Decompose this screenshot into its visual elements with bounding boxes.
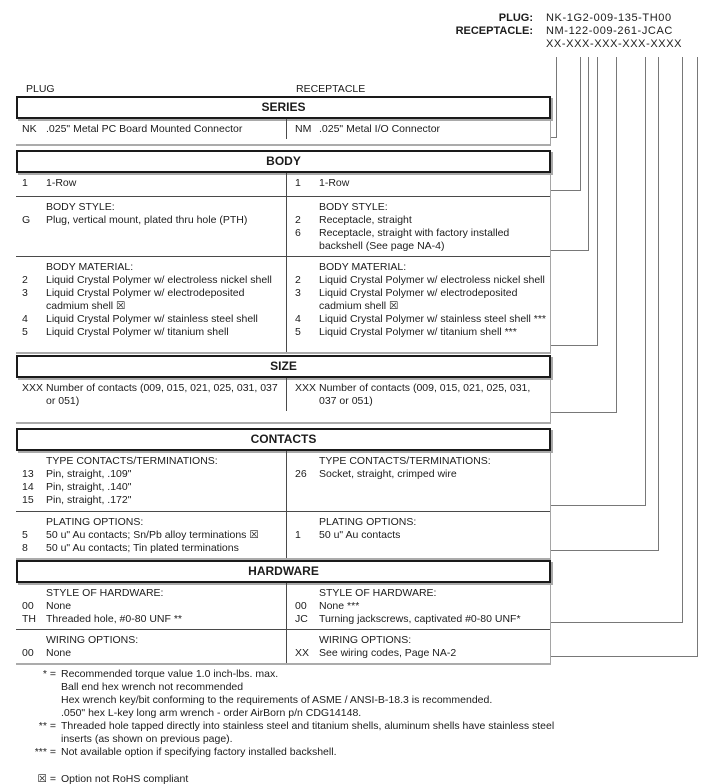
footnote-line: inserts (as shown on previous page).: [61, 733, 233, 745]
body-style-option: [22, 214, 284, 227]
section-contacts: [16, 428, 551, 560]
option-code: 00: [295, 600, 307, 612]
option-code: 8: [22, 542, 28, 554]
hardware-header: HARDWARE: [16, 560, 551, 583]
plating-label: PLATING OPTIONS:: [46, 516, 144, 528]
receptacle-pn-value: NM-122-009-261-JCAC: [546, 25, 673, 37]
option-code: 00: [22, 647, 34, 659]
footnote-text: [61, 668, 710, 720]
body-material-option: [22, 274, 284, 287]
option-code: 3: [22, 287, 28, 299]
option-desc: Receptacle, straight with factory installed backshell (See page NA-4): [319, 227, 510, 252]
series-header: SERIES: [16, 96, 551, 119]
plug-column-label: PLUG: [26, 83, 55, 95]
option-code: XXX: [295, 382, 317, 394]
footnote-line: .050" hex L-key long arm wrench - order AirBorn p/n CDG14148.: [61, 707, 362, 719]
body-material-option: [22, 313, 284, 326]
leader-line-wiring: [550, 57, 698, 657]
contacts-type-option: [22, 481, 284, 494]
option-code: 5: [295, 326, 301, 338]
body-material-option: [295, 274, 548, 287]
option-desc: Number of contacts (009, 015, 021, 025, 031, 037 or 051): [319, 382, 531, 407]
option-code: TH: [22, 613, 36, 625]
hardware-style-subsection: [16, 583, 550, 629]
option-desc: 1-Row: [319, 177, 350, 189]
receptacle-pn-label: RECEPTACLE:: [455, 25, 533, 37]
pn-mask: XX-XXX-XXX-XXX-XXXX: [546, 38, 683, 50]
option-desc: Liquid Crystal Polymer w/ electroless nickel shell: [319, 274, 545, 286]
size-option: [22, 382, 284, 408]
option-code: 2: [295, 214, 301, 226]
footnote-line: Ball end hex wrench not recommended: [61, 681, 244, 693]
body-material-option: [295, 287, 548, 313]
footnote-rohs: [14, 773, 710, 784]
option-code: 4: [22, 313, 28, 325]
body-style-subsection: [16, 196, 550, 256]
body-row-subsection: [16, 173, 550, 196]
option-code: 5: [22, 326, 28, 338]
series-receptacle-option: [295, 123, 548, 136]
hardware-style-label: STYLE OF HARDWARE:: [46, 587, 164, 599]
option-code: 1: [295, 177, 301, 189]
option-desc: Threaded hole, #0-80 UNF **: [46, 613, 182, 625]
footnote-asterisk: [14, 668, 710, 720]
body-style-option: [295, 227, 548, 253]
contacts-type-option: [295, 468, 548, 481]
section-series: [16, 96, 551, 146]
option-code: 2: [295, 274, 301, 286]
footnote-marker: ** =: [38, 720, 56, 732]
option-code: NM: [295, 123, 312, 135]
body-material-label: BODY MATERIAL:: [46, 261, 134, 273]
plug-pn-value: NK-1G2-009-135-TH00: [546, 12, 672, 24]
contacts-type-label: TYPE CONTACTS/TERMINATIONS:: [319, 455, 491, 467]
option-code: 4: [295, 313, 301, 325]
footnote-double-asterisk: [14, 720, 710, 746]
footnote-text: [61, 773, 710, 784]
contacts-type-option: [22, 468, 284, 481]
option-code: 00: [22, 600, 34, 612]
hardware-style-option: [295, 600, 548, 613]
plating-option: [295, 529, 548, 542]
footnote-line: Recommended torque value 1.0 inch-lbs. max.: [61, 668, 279, 680]
option-code: 2: [22, 274, 28, 286]
option-code: 5: [22, 529, 28, 541]
option-code: 26: [295, 468, 307, 480]
option-desc: None: [46, 600, 72, 612]
option-desc: None: [46, 647, 72, 659]
option-desc: Pin, straight, .172": [46, 494, 132, 506]
footnote-line: Hex wrench key/bit conforming to the requirements of ASME / ANSI-B-18.3 is recommended.: [61, 694, 493, 706]
option-desc: Liquid Crystal Polymer w/ titanium shell: [46, 326, 229, 338]
option-desc: Pin, straight, .109": [46, 468, 132, 480]
option-desc: 50 u" Au contacts: [319, 529, 401, 541]
footnote-line: Option not RoHS compliant: [61, 773, 189, 784]
option-desc: Plug, vertical mount, plated thru hole (PTH): [46, 214, 248, 226]
option-desc: Liquid Crystal Polymer w/ electrodeposited cadmium shell ☒: [319, 287, 518, 312]
footnotes: [14, 668, 710, 784]
body-material-subsection: [16, 256, 550, 352]
body-material-option: [295, 313, 548, 326]
body-row-option: [295, 177, 548, 190]
option-code: 13: [22, 468, 34, 480]
footnote-text: [61, 720, 710, 746]
contacts-type-subsection: [16, 451, 550, 511]
option-desc: 50 u" Au contacts; Tin plated terminations: [46, 542, 239, 554]
option-desc: .025" Metal I/O Connector: [319, 123, 441, 135]
option-code: 15: [22, 494, 34, 506]
footnote-text: [61, 746, 710, 759]
hardware-style-option: [22, 600, 284, 613]
contacts-header: CONTACTS: [16, 428, 551, 451]
plating-option: [22, 542, 284, 555]
footnote-line: Not available option if specifying factory installed backshell.: [61, 746, 337, 758]
body-material-option: [22, 326, 284, 339]
contacts-type-label: TYPE CONTACTS/TERMINATIONS:: [46, 455, 218, 467]
section-body: [16, 150, 551, 354]
option-code: 1: [22, 177, 28, 189]
option-code: JC: [295, 613, 308, 625]
body-style-option: [295, 214, 548, 227]
body-header: BODY: [16, 150, 551, 173]
option-desc: Socket, straight, crimped wire: [319, 468, 457, 480]
option-code: 1: [295, 529, 301, 541]
wiring-label: WIRING OPTIONS:: [46, 634, 139, 646]
wiring-label: WIRING OPTIONS:: [319, 634, 412, 646]
plating-label: PLATING OPTIONS:: [319, 516, 417, 528]
option-desc: Liquid Crystal Polymer w/ electroless nickel shell: [46, 274, 272, 286]
contacts-type-option: [22, 494, 284, 507]
option-code: 6: [295, 227, 301, 239]
footnote-triple-asterisk: [14, 746, 710, 759]
option-desc: Liquid Crystal Polymer w/ stainless steel shell ***: [319, 313, 547, 325]
hardware-style-option: [295, 613, 548, 626]
plating-option: [22, 529, 284, 542]
option-code: 3: [295, 287, 301, 299]
body-material-option: [295, 326, 548, 339]
option-code: XXX: [22, 382, 44, 394]
body-material-label: BODY MATERIAL:: [319, 261, 407, 273]
option-desc: 1-Row: [46, 177, 77, 189]
ballot-box-x-icon: ☒ =: [37, 773, 56, 784]
wiring-option: [22, 647, 284, 660]
hardware-style-option: [22, 613, 284, 626]
option-desc: See wiring codes, Page NA-2: [319, 647, 457, 659]
series-plug-option: [22, 123, 284, 136]
body-material-option: [22, 287, 284, 313]
option-desc: Liquid Crystal Polymer w/ titanium shell ***: [319, 326, 517, 338]
section-size: [16, 355, 551, 424]
size-header: SIZE: [16, 355, 551, 378]
option-desc: Number of contacts (009, 015, 021, 025, 031, 037 or 051): [46, 382, 278, 407]
option-desc: .025" Metal PC Board Mounted Connector: [46, 123, 243, 135]
hardware-style-label: STYLE OF HARDWARE:: [319, 587, 437, 599]
option-desc: Liquid Crystal Polymer w/ electrodeposited cadmium shell ☒: [46, 287, 245, 312]
option-desc: 50 u" Au contacts; Sn/Pb alloy terminations ☒: [46, 529, 259, 541]
wiring-subsection: [16, 629, 550, 663]
option-desc: Liquid Crystal Polymer w/ stainless steel shell: [46, 313, 258, 325]
receptacle-column-label: RECEPTACLE: [296, 83, 366, 95]
footnote-marker: * =: [42, 668, 56, 680]
option-code: XX: [295, 647, 310, 659]
plating-subsection: [16, 511, 550, 558]
plug-pn-label: PLUG:: [498, 12, 533, 24]
option-desc: Receptacle, straight: [319, 214, 412, 226]
body-row-option: [22, 177, 284, 190]
option-desc: Turning jackscrews, captivated #0-80 UNF*: [319, 613, 521, 625]
size-option: [295, 382, 548, 408]
option-desc: Pin, straight, .140": [46, 481, 132, 493]
option-code: 14: [22, 481, 34, 493]
wiring-option: [295, 647, 548, 660]
option-code: NK: [22, 123, 37, 135]
section-hardware: [16, 560, 551, 665]
footnote-line: Threaded hole tapped directly into stainless steel and titanium shells, aluminum shells have stainless steel: [61, 720, 555, 732]
option-desc: None ***: [319, 600, 360, 612]
footnote-marker: *** =: [34, 746, 56, 758]
body-style-label: BODY STYLE:: [319, 201, 388, 213]
body-style-label: BODY STYLE:: [46, 201, 115, 213]
option-code: G: [22, 214, 31, 226]
